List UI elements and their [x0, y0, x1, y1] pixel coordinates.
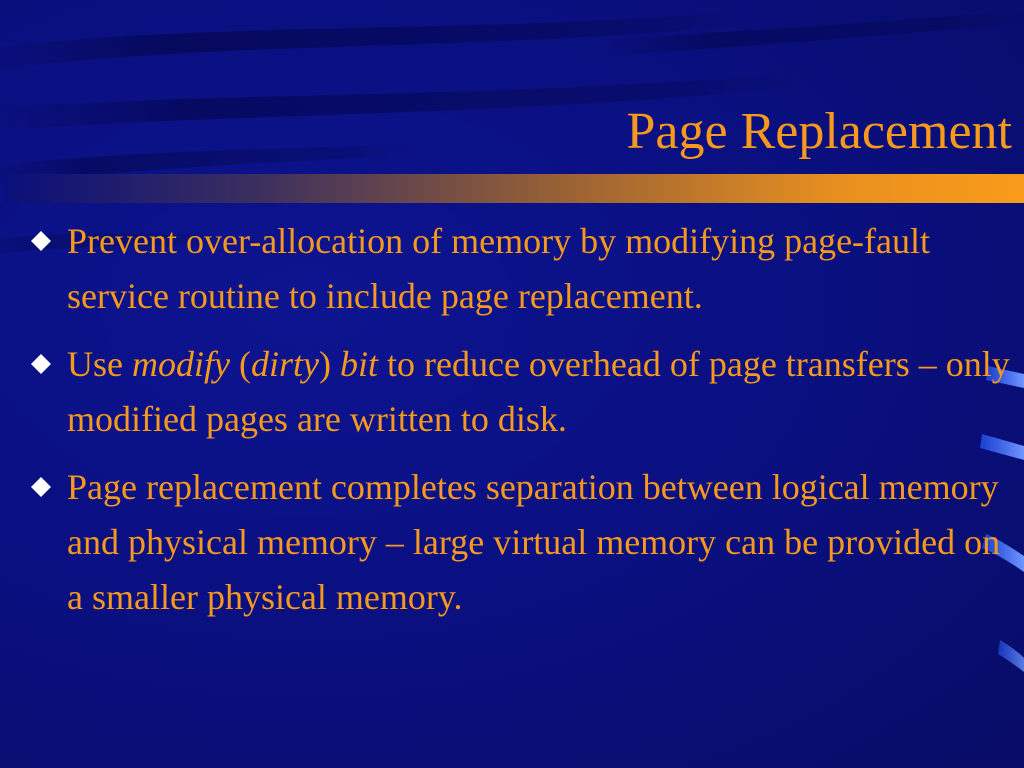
bullet-text-1: Prevent over-allocation of memory by modifying page-fault service routine to include page replacement.: [67, 221, 931, 316]
bullet-item-3: [30, 460, 1010, 625]
bullet-text-3: Page replacement completes separation between logical memory and physical memory – large virtual memory can be provided on a smaller physical memory.: [67, 467, 1001, 617]
bullet-item-1: [30, 214, 1010, 324]
term-dirty: dirty: [250, 344, 319, 384]
bullet-text-2-part-5: ): [318, 344, 340, 384]
bullet-text-2-part-3: (: [229, 344, 251, 384]
term-modify: modify: [132, 344, 230, 384]
bullet-item-2: [30, 337, 1010, 447]
bullet-list: [30, 214, 1010, 638]
title-underline-bar: [6, 174, 1024, 203]
term-bit: bit: [339, 344, 378, 384]
bullet-text-2: [67, 344, 1010, 439]
slide-title: Page Replacement: [626, 103, 1012, 160]
bullet-text-2-part-7: to reduce overhead of page transfers – only modified pages are written to disk.: [67, 344, 1010, 439]
diamond-icon: [30, 230, 52, 252]
bullet-text-2-part-1: Use: [67, 344, 132, 384]
diamond-icon: [30, 476, 52, 498]
diamond-icon: [30, 353, 52, 375]
